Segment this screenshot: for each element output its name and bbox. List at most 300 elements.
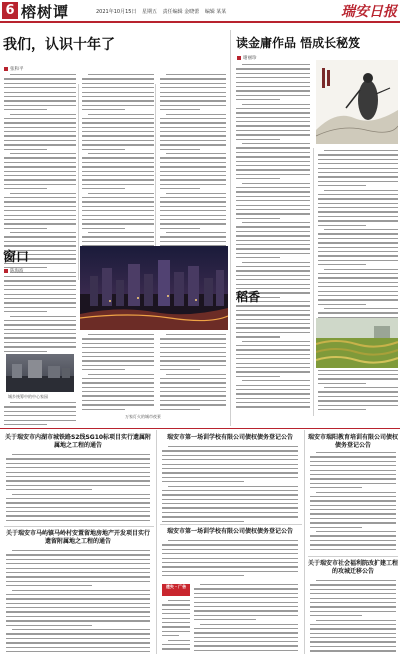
text-line xyxy=(236,200,310,201)
text-line xyxy=(160,360,226,361)
text-line xyxy=(6,467,150,468)
text-line xyxy=(4,87,76,88)
text-line xyxy=(82,409,125,410)
text-line xyxy=(82,210,154,211)
text-line xyxy=(160,105,226,106)
text-line xyxy=(82,179,154,180)
top-rule xyxy=(0,21,400,23)
text-line xyxy=(162,494,298,495)
text-line xyxy=(236,68,310,69)
text-line xyxy=(162,553,298,554)
text-line xyxy=(160,100,226,101)
text-line xyxy=(82,149,125,150)
text-line xyxy=(6,607,150,608)
text-line xyxy=(82,96,154,97)
jinyong-illustration-art xyxy=(316,60,398,144)
text-line xyxy=(82,206,154,207)
text-line xyxy=(162,626,190,627)
inline-photo-caption: 城乡统筹中的中心家园 xyxy=(8,394,48,399)
text-line xyxy=(160,343,226,344)
text-line xyxy=(82,365,154,366)
ad-body-left xyxy=(162,600,190,652)
text-line xyxy=(4,78,76,79)
text-line xyxy=(6,520,150,521)
byline-author: 谢丽珍 xyxy=(243,56,257,61)
text-line xyxy=(194,593,298,594)
article-body-window-col3 xyxy=(160,334,226,412)
text-line xyxy=(4,100,76,101)
text-line xyxy=(162,521,244,522)
text-line xyxy=(4,337,76,338)
text-line xyxy=(88,232,154,233)
text-line xyxy=(236,205,310,206)
text-line xyxy=(310,487,362,488)
text-line xyxy=(6,476,150,477)
text-line xyxy=(82,223,154,224)
text-line xyxy=(310,461,396,462)
text-line xyxy=(160,206,226,207)
text-line xyxy=(6,594,150,595)
text-line xyxy=(236,112,310,113)
text-line xyxy=(242,183,310,184)
text-line xyxy=(12,550,150,551)
text-line xyxy=(82,135,154,136)
text-line xyxy=(236,169,310,170)
text-line xyxy=(160,118,226,119)
byline-marker-icon xyxy=(4,67,8,71)
text-line xyxy=(318,277,398,278)
text-line xyxy=(82,382,154,383)
text-line xyxy=(236,314,310,315)
text-line xyxy=(4,162,76,163)
text-line xyxy=(160,175,226,176)
notice-body-3 xyxy=(162,446,298,522)
text-line xyxy=(162,648,190,649)
text-line xyxy=(236,77,310,78)
text-line xyxy=(318,225,366,226)
text-line xyxy=(160,149,200,150)
text-line xyxy=(324,308,398,309)
text-line xyxy=(318,154,398,155)
text-line xyxy=(318,370,398,371)
text-line xyxy=(242,341,310,342)
text-line xyxy=(4,83,76,84)
text-line xyxy=(194,597,298,598)
text-line xyxy=(236,90,310,91)
text-line xyxy=(82,360,154,361)
text-line xyxy=(162,631,190,632)
text-line xyxy=(82,404,154,405)
text-line xyxy=(160,369,200,370)
text-line xyxy=(318,211,398,212)
text-line xyxy=(318,374,398,375)
jinyong-illustration xyxy=(316,60,398,144)
text-line xyxy=(236,178,280,179)
text-line xyxy=(4,342,76,343)
text-line xyxy=(10,402,76,403)
text-line xyxy=(236,226,310,227)
text-line xyxy=(12,590,150,591)
text-line xyxy=(88,374,154,375)
text-line xyxy=(236,191,310,192)
text-line xyxy=(318,198,398,199)
text-line xyxy=(160,223,226,224)
bottom-section-rule xyxy=(0,428,400,429)
text-line xyxy=(236,354,310,355)
text-line xyxy=(160,228,200,229)
text-line xyxy=(4,140,76,141)
notice-body-1 xyxy=(6,454,150,524)
text-line xyxy=(6,572,150,573)
text-line xyxy=(6,611,150,612)
text-line xyxy=(318,409,366,410)
notice-body-4 xyxy=(162,540,298,580)
issue-meta xyxy=(96,8,230,15)
text-line xyxy=(4,311,47,312)
text-line xyxy=(6,563,150,564)
text-line xyxy=(4,280,76,281)
text-line xyxy=(6,647,150,648)
text-line xyxy=(162,459,298,460)
text-line xyxy=(160,131,226,132)
text-line xyxy=(4,149,47,150)
text-line xyxy=(4,241,76,242)
article-body-jinyong-col2 xyxy=(318,150,398,410)
text-line xyxy=(236,139,280,140)
text-line xyxy=(318,159,398,160)
text-line xyxy=(318,291,398,292)
text-line xyxy=(318,282,398,283)
text-line xyxy=(162,549,298,550)
notice-body-2 xyxy=(6,550,150,652)
text-line xyxy=(194,606,298,607)
text-line xyxy=(162,503,298,504)
text-line xyxy=(160,241,226,242)
notice-divider xyxy=(308,556,398,557)
text-line xyxy=(160,391,226,392)
text-line xyxy=(318,400,398,401)
text-line xyxy=(318,181,398,182)
text-line xyxy=(318,286,398,287)
text-line xyxy=(82,162,154,163)
text-line xyxy=(318,264,366,265)
text-line xyxy=(10,74,76,75)
text-line xyxy=(160,215,226,216)
text-line xyxy=(82,338,154,339)
text-line xyxy=(162,516,298,517)
text-line xyxy=(6,638,150,639)
text-line xyxy=(82,347,154,348)
text-line xyxy=(236,130,310,131)
text-line xyxy=(82,184,154,185)
text-line xyxy=(4,329,76,330)
text-line xyxy=(236,248,310,249)
text-line xyxy=(310,500,396,501)
text-line xyxy=(316,580,396,581)
text-line xyxy=(310,624,396,625)
text-line xyxy=(4,201,76,202)
text-line xyxy=(4,307,76,308)
text-line xyxy=(236,402,310,403)
text-line xyxy=(10,316,76,317)
text-line xyxy=(318,207,398,208)
text-line xyxy=(318,251,398,252)
text-line xyxy=(310,650,396,651)
text-line xyxy=(160,356,226,357)
text-line xyxy=(236,161,310,162)
text-line xyxy=(236,218,280,219)
text-line xyxy=(82,83,154,84)
text-line xyxy=(82,109,125,110)
issue-weekday: 星期五 xyxy=(142,9,158,15)
text-line xyxy=(236,187,310,188)
text-line xyxy=(4,92,76,93)
text-line xyxy=(6,458,150,459)
article-title-daoxiang: 稻香 xyxy=(236,290,261,304)
text-line xyxy=(88,334,154,335)
notice-divider xyxy=(160,524,302,525)
notice-title-4: 瑞安市第一场训学校有限公司债权债务登记公告 xyxy=(166,528,293,535)
text-line xyxy=(310,518,396,519)
text-line xyxy=(10,232,76,233)
text-line xyxy=(6,651,150,652)
text-line xyxy=(318,273,398,274)
text-line xyxy=(82,122,154,123)
text-line xyxy=(166,114,226,115)
text-line xyxy=(4,346,76,347)
text-line xyxy=(162,562,298,563)
notice-title-6: 关于瑞安市社会福利院改扩建工程的攻城迁移公告 xyxy=(308,560,399,575)
text-line xyxy=(82,118,154,119)
text-line xyxy=(160,352,226,353)
text-line xyxy=(160,201,226,202)
text-line xyxy=(236,121,310,122)
text-line xyxy=(318,242,398,243)
text-line xyxy=(310,505,396,506)
text-line xyxy=(4,298,76,299)
byline-marker-icon xyxy=(237,56,241,60)
text-line xyxy=(6,485,150,486)
text-line xyxy=(4,351,47,352)
text-line xyxy=(166,232,226,233)
text-line xyxy=(6,498,150,499)
text-line xyxy=(6,603,150,604)
text-line xyxy=(6,463,150,464)
text-line xyxy=(318,172,398,173)
text-line xyxy=(168,640,190,641)
column-divider xyxy=(78,84,79,280)
text-line xyxy=(236,398,310,399)
text-line xyxy=(162,499,298,500)
text-line xyxy=(236,240,310,241)
text-line xyxy=(4,333,76,334)
section-title: 榕树谭 xyxy=(21,3,70,21)
text-line xyxy=(324,190,398,191)
text-line xyxy=(160,378,226,379)
text-line xyxy=(316,620,396,621)
issue-designer: 编辑 某某 xyxy=(204,9,227,15)
text-line xyxy=(82,144,154,145)
text-line xyxy=(310,628,396,629)
text-line xyxy=(194,641,298,642)
text-line xyxy=(4,236,76,237)
text-line xyxy=(194,588,298,589)
text-line xyxy=(318,378,398,379)
text-line xyxy=(160,109,200,110)
text-line xyxy=(160,179,226,180)
text-line xyxy=(162,481,244,482)
text-line xyxy=(318,260,398,261)
text-line xyxy=(160,92,226,93)
text-line xyxy=(310,456,396,457)
text-line xyxy=(160,122,226,123)
text-line xyxy=(310,522,396,523)
text-line xyxy=(194,632,298,633)
byline-marker-icon xyxy=(4,269,8,273)
text-line xyxy=(82,400,154,401)
text-line xyxy=(236,235,310,236)
text-line xyxy=(168,540,298,541)
text-line xyxy=(82,188,125,189)
article-title-window: 窗口 xyxy=(3,250,30,265)
inline-photo xyxy=(6,354,74,392)
text-line xyxy=(316,492,396,493)
notice-divider xyxy=(4,526,154,527)
text-line xyxy=(4,411,76,412)
text-line xyxy=(82,395,154,396)
text-line xyxy=(318,312,398,313)
text-line xyxy=(160,184,226,185)
text-line xyxy=(160,171,226,172)
text-line xyxy=(160,219,226,220)
text-line xyxy=(242,380,310,381)
text-line xyxy=(82,175,154,176)
text-line xyxy=(82,387,154,388)
text-line xyxy=(310,527,362,528)
text-line xyxy=(310,465,396,466)
text-line xyxy=(236,393,310,394)
text-line xyxy=(310,602,396,603)
text-line xyxy=(6,559,150,560)
byline-author: 张和平 xyxy=(10,67,24,72)
text-line xyxy=(82,378,154,379)
text-line xyxy=(310,509,396,510)
text-line xyxy=(316,531,396,532)
text-line xyxy=(160,197,226,198)
text-line xyxy=(324,150,398,151)
rice-field-photo xyxy=(316,318,398,368)
ad-label: 遗失 · 广告 xyxy=(162,584,190,596)
text-line xyxy=(4,415,76,416)
text-line xyxy=(310,535,396,536)
text-line xyxy=(4,289,76,290)
text-line xyxy=(160,236,226,237)
text-line xyxy=(162,609,190,610)
text-line xyxy=(236,156,310,157)
text-line xyxy=(168,446,298,447)
text-line xyxy=(242,64,310,65)
text-line xyxy=(162,635,179,636)
text-line xyxy=(168,486,298,487)
text-line xyxy=(82,171,154,172)
text-line xyxy=(236,244,310,245)
text-line xyxy=(310,593,396,594)
text-line xyxy=(310,513,396,514)
text-line xyxy=(318,304,366,305)
text-line xyxy=(318,176,398,177)
text-line xyxy=(88,153,154,154)
text-line xyxy=(82,87,154,88)
text-line xyxy=(82,78,154,79)
text-line xyxy=(236,147,310,148)
text-line xyxy=(160,409,200,410)
text-line xyxy=(4,166,76,167)
text-line xyxy=(82,215,154,216)
text-line xyxy=(6,585,92,586)
text-line xyxy=(6,511,150,512)
text-line xyxy=(310,641,396,642)
text-line xyxy=(318,216,398,217)
text-line xyxy=(318,383,366,384)
text-line xyxy=(6,507,150,508)
article-body-window-col1a xyxy=(4,276,76,352)
text-line xyxy=(236,358,310,359)
text-line xyxy=(160,83,226,84)
text-line xyxy=(318,220,398,221)
text-line xyxy=(6,642,150,643)
text-line xyxy=(162,644,190,645)
text-line xyxy=(310,637,396,638)
text-line xyxy=(162,472,298,473)
text-line xyxy=(6,472,150,473)
text-line xyxy=(82,197,154,198)
text-line xyxy=(4,420,76,421)
text-line xyxy=(162,477,298,478)
text-line xyxy=(6,633,150,634)
text-line xyxy=(160,347,226,348)
text-line xyxy=(236,376,280,377)
text-line xyxy=(160,188,200,189)
text-line xyxy=(318,391,398,392)
text-line xyxy=(194,650,298,651)
text-line xyxy=(162,512,298,513)
text-line xyxy=(324,269,398,270)
ad-body xyxy=(194,584,298,652)
text-line xyxy=(242,104,310,105)
text-line xyxy=(310,549,396,550)
text-line xyxy=(82,131,154,132)
text-line xyxy=(318,396,398,397)
text-line xyxy=(236,275,310,276)
text-line xyxy=(324,387,398,388)
text-line xyxy=(310,615,362,616)
issue-date: 2021年10月15日 xyxy=(96,9,137,15)
city-night-photo-art xyxy=(80,246,228,330)
text-line xyxy=(6,598,150,599)
text-line xyxy=(6,576,150,577)
text-line xyxy=(242,222,310,223)
text-line xyxy=(200,584,298,585)
text-line xyxy=(236,279,310,280)
byline-author: 陈海波 xyxy=(10,269,24,274)
text-line xyxy=(236,82,310,83)
text-line xyxy=(236,371,310,372)
text-line xyxy=(82,166,154,167)
text-line xyxy=(236,270,310,271)
text-line xyxy=(160,387,226,388)
rice-field-photo-art xyxy=(316,318,398,368)
city-night-photo xyxy=(80,246,228,330)
